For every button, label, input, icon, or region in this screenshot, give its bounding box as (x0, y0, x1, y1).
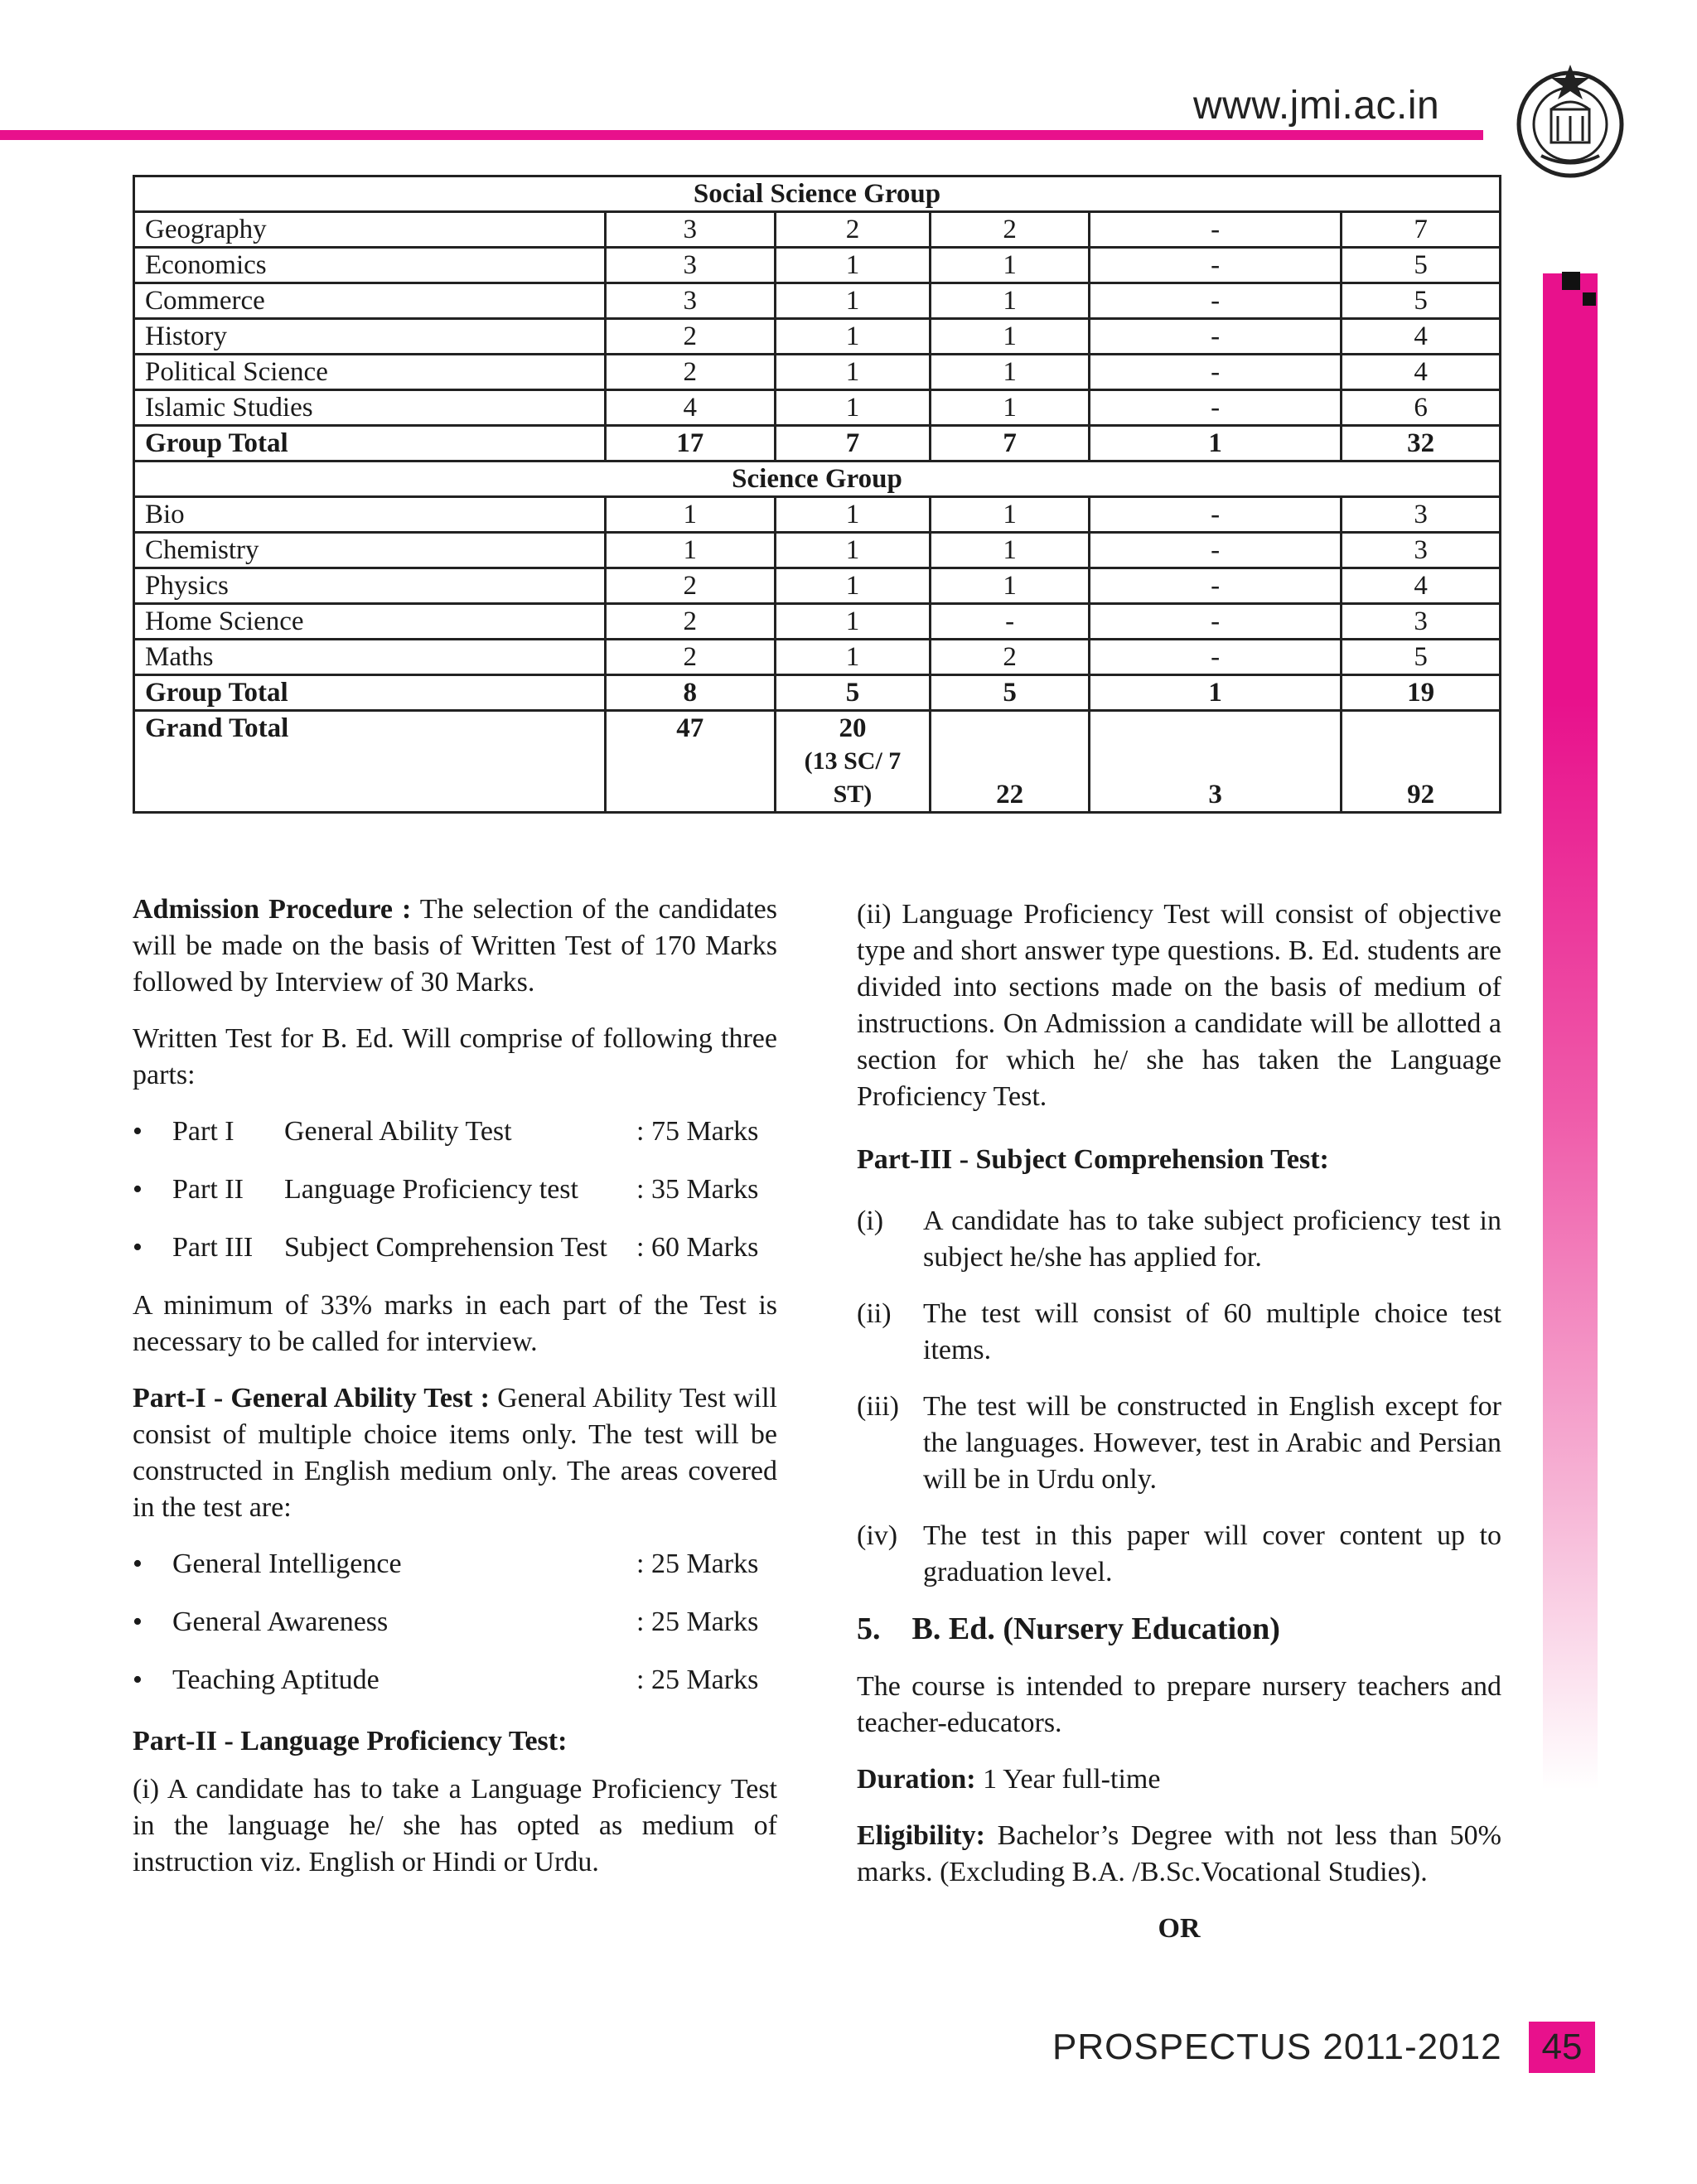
part3-item (857, 1203, 1501, 1276)
subject-cell: Chemistry (134, 533, 606, 568)
group-total-row (134, 426, 1501, 461)
table-row (134, 248, 1501, 283)
part2-text: (i) A candidate has to take a Language Proficiency Test in the language he/ she has opted as medium of instruction viz. English or Hindi or Urdu. (133, 1774, 777, 1877)
part1-heading: Part-I - General Ability Test : (133, 1383, 490, 1413)
value-cell: 1 (931, 533, 1090, 568)
table-row (134, 390, 1501, 426)
value-cell: 92 (1342, 711, 1501, 813)
value-cell: 20 (13 SC/ 7 ST) (775, 711, 931, 813)
table-row (134, 319, 1501, 355)
admission-heading: Admission Procedure : (133, 894, 412, 925)
value-cell: 3 (605, 212, 775, 248)
value-cell: 4 (1342, 319, 1501, 355)
page-number: 45 (1529, 2022, 1595, 2073)
table-row (134, 533, 1501, 568)
value-cell: 5 (1342, 248, 1501, 283)
value-cell: - (1089, 533, 1341, 568)
eligibility-label: Eligibility: (857, 1820, 985, 1851)
value-cell: 2 (605, 355, 775, 390)
value-cell: 1 (931, 390, 1090, 426)
duration-label: Duration: (857, 1764, 976, 1795)
or-separator: OR (1158, 1913, 1201, 1944)
subject-cell: Home Science (134, 604, 606, 640)
part-list-item (133, 1230, 777, 1266)
area-name: General Intelligence (172, 1549, 402, 1579)
area-name: General Awareness (172, 1607, 389, 1637)
value-cell: 3 (605, 248, 775, 283)
university-emblem-icon (1508, 58, 1632, 182)
item-number: (i) (857, 1206, 884, 1236)
value-cell: 32 (1342, 426, 1501, 461)
value-cell: 2 (931, 640, 1090, 675)
value-cell: - (1089, 283, 1341, 319)
value-cell: 1 (775, 355, 931, 390)
value-cell: - (1089, 319, 1341, 355)
subject-cell: Physics (134, 568, 606, 604)
bullet: • (133, 1665, 143, 1695)
item-number: (iii) (857, 1391, 899, 1422)
value-cell: 6 (1342, 390, 1501, 426)
reservation-note: (13 SC/ 7 ST) (804, 747, 902, 808)
written-test-intro: Written Test for B. Ed. Will comprise of following three parts: (133, 1023, 777, 1090)
value-cell: - (931, 604, 1090, 640)
value-cell: 1 (931, 497, 1090, 533)
value-cell: 5 (931, 675, 1090, 711)
value-cell: 1 (931, 355, 1090, 390)
value-cell: 5 (1342, 640, 1501, 675)
table-row (134, 497, 1501, 533)
admission-text: The selection of the candidates will be made on the basis of Written Test of 170 Marks followed by Interview of 30 Marks. (133, 894, 777, 998)
value-cell: - (1089, 568, 1341, 604)
admission-paragraph (133, 891, 777, 1001)
value-cell: 1 (775, 568, 931, 604)
value-cell: 1 (775, 533, 931, 568)
section-heading: 5. B. Ed. (Nursery Education) (857, 1611, 1280, 1646)
value-cell: - (1089, 390, 1341, 426)
bullet: • (133, 1549, 143, 1579)
bullet: • (133, 1116, 143, 1147)
group-title-row (134, 461, 1501, 497)
value-cell: 1 (605, 497, 775, 533)
item-text: A candidate has to take subject proficiency test in subject he/she has applied for. (923, 1206, 1501, 1273)
value-cell: 5 (1342, 283, 1501, 319)
value-cell: 3 (605, 283, 775, 319)
area-list-item (133, 1546, 777, 1582)
eligibility-value: Bachelor’s Degree with not less than 50% marks. (Excluding B.A. /B.Sc.Vocational Studies). (857, 1820, 1501, 1887)
item-number: (ii) (857, 1298, 892, 1329)
value-cell: 2 (605, 319, 775, 355)
subject-cell: Maths (134, 640, 606, 675)
right-column (857, 896, 1501, 1967)
subject-cell: Group Total (134, 675, 606, 711)
value-cell: 5 (775, 675, 931, 711)
value-cell: 3 (1342, 497, 1501, 533)
item-text: The test will be constructed in English except for the languages. However, test in Arabic and Persian will be in Urdu only. (923, 1391, 1501, 1495)
table-row (134, 212, 1501, 248)
table-row (134, 568, 1501, 604)
part-label: Part III (172, 1232, 254, 1263)
prospectus-footer: PROSPECTUS 2011-2012 (1052, 2027, 1502, 2067)
bullet: • (133, 1174, 143, 1205)
left-column (133, 891, 777, 1901)
value-cell: 1 (1089, 426, 1341, 461)
part-marks: : 35 Marks (636, 1174, 759, 1205)
grand-total-label: Grand Total (134, 711, 606, 813)
value-cell: 2 (605, 568, 775, 604)
subject-cell: Geography (134, 212, 606, 248)
value-cell: 7 (1342, 212, 1501, 248)
part-marks: : 60 Marks (636, 1232, 759, 1263)
value-cell: - (1089, 355, 1341, 390)
subject-cell: Islamic Studies (134, 390, 606, 426)
value-cell: - (1089, 640, 1341, 675)
value-cell: 22 (931, 711, 1090, 813)
subject-cell: Commerce (134, 283, 606, 319)
area-marks: : 25 Marks (636, 1665, 759, 1695)
area-list-item (133, 1604, 777, 1640)
value-cell: 1 (775, 604, 931, 640)
subject-cell: Economics (134, 248, 606, 283)
subject-cell: Group Total (134, 426, 606, 461)
value-cell: 2 (605, 640, 775, 675)
bullet: • (133, 1232, 143, 1263)
area-list-item (133, 1662, 777, 1698)
duration-line (857, 1761, 1501, 1798)
table-row (134, 640, 1501, 675)
value-cell: 1 (931, 283, 1090, 319)
value-cell: 1 (775, 248, 931, 283)
value-cell: 1 (775, 497, 931, 533)
part-list-item (133, 1114, 777, 1150)
social-science-group-title: Social Science Group (134, 176, 1501, 212)
value-cell: 1 (931, 568, 1090, 604)
part-label: Part II (172, 1174, 244, 1205)
value-cell: 19 (1342, 675, 1501, 711)
value-cell: 2 (605, 604, 775, 640)
subject-cell: Political Science (134, 355, 606, 390)
value-cell: - (1089, 604, 1341, 640)
side-bar-gradient (1543, 273, 1598, 1790)
value-cell: 4 (1342, 355, 1501, 390)
value-cell: 1 (931, 248, 1090, 283)
area-marks: : 25 Marks (636, 1607, 759, 1637)
value-cell: 2 (775, 212, 931, 248)
value-cell: 1 (1089, 675, 1341, 711)
part-name: General Ability Test (284, 1116, 512, 1147)
item-number: (iv) (857, 1520, 898, 1551)
value-cell: 3 (1342, 604, 1501, 640)
value-cell: 1 (775, 640, 931, 675)
area-marks: : 25 Marks (636, 1549, 759, 1579)
value-cell: 1 (775, 390, 931, 426)
course-description: The course is intended to prepare nursery teachers and teacher-educators. (857, 1671, 1501, 1738)
seat-distribution-table (133, 175, 1501, 814)
minimum-marks-text: A minimum of 33% marks in each part of the Test is necessary to be called for interview. (133, 1290, 777, 1357)
part-label: Part I (172, 1116, 234, 1147)
table-row (134, 283, 1501, 319)
duration-value: 1 Year full-time (975, 1764, 1161, 1795)
bullet: • (133, 1607, 143, 1637)
part-name: Language Proficiency test (284, 1174, 578, 1205)
value-cell: 17 (605, 426, 775, 461)
item-text: The test will consist of 60 multiple choice test items. (923, 1298, 1501, 1365)
part-name: Subject Comprehension Test (284, 1232, 607, 1263)
value-cell: - (1089, 212, 1341, 248)
value-cell: 4 (1342, 568, 1501, 604)
item-text: The test in this paper will cover content up to graduation level. (923, 1520, 1501, 1587)
value-cell: 1 (931, 319, 1090, 355)
part3-heading: Part-III - Subject Comprehension Test: (857, 1144, 1329, 1175)
value-cell: 4 (605, 390, 775, 426)
eligibility-line (857, 1818, 1501, 1891)
part-marks: : 75 Marks (636, 1116, 759, 1147)
value-cell: - (1089, 497, 1341, 533)
part1-text: General Ability Test will consist of multiple choice items only. The test will be constructed in English medium only. The areas covered in the test are: (133, 1383, 778, 1523)
part3-item (857, 1296, 1501, 1369)
science-group-title: Science Group (134, 461, 1501, 497)
value-cell: 3 (1342, 533, 1501, 568)
table-row (134, 355, 1501, 390)
value-cell: 8 (605, 675, 775, 711)
value-cell: 1 (775, 283, 931, 319)
part3-item (857, 1518, 1501, 1591)
part3-item (857, 1389, 1501, 1498)
part2-heading: Part-II - Language Proficiency Test: (133, 1726, 568, 1756)
value-cell: 3 (1089, 711, 1341, 813)
subject-cell: Bio (134, 497, 606, 533)
value-cell: 1 (775, 319, 931, 355)
area-name: Teaching Aptitude (172, 1665, 380, 1695)
header-rule (0, 130, 1483, 140)
value-cell: 1 (605, 533, 775, 568)
value-cell: - (1089, 248, 1341, 283)
value-cell: 7 (931, 426, 1090, 461)
part2-continued: (ii) Language Proficiency Test will consist of objective type and short answer type questions. B. Ed. students are divided into sections made on the basis of medium of instructions. On Admission a candidate will be allotted a section for which he/ she has taken the Language Proficiency Test. (857, 899, 1501, 1112)
group-total-row (134, 675, 1501, 711)
value-cell: 7 (775, 426, 931, 461)
site-url: www.jmi.ac.in (1193, 84, 1440, 128)
corner-square (1562, 272, 1580, 290)
value-cell: 2 (931, 212, 1090, 248)
part-list-item (133, 1172, 777, 1208)
table-row (134, 604, 1501, 640)
value-cell: 47 (605, 711, 775, 813)
subject-cell: History (134, 319, 606, 355)
corner-square-small (1583, 292, 1596, 306)
part1-paragraph (133, 1380, 777, 1526)
